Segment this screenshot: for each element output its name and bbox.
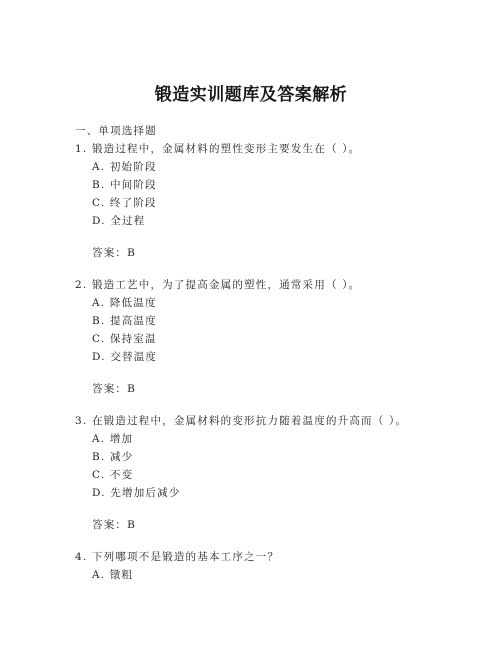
question-3-stem: 3. 在锻造过程中，金属材料的变形抗力随着温度的升高而（ ）。 [75, 415, 408, 427]
question-3-option-d: D. 先增加后减少 [92, 487, 181, 499]
question-1-answer: 答案：B [92, 247, 137, 259]
question-2-option-c: C. 保持室温 [92, 333, 157, 345]
question-1-option-b: B. 中间阶段 [92, 179, 157, 191]
section-heading: 一、单项选择题 [75, 125, 157, 137]
question-1-option-d: D. 全过程 [92, 215, 146, 227]
question-4-option-a: A. 镦粗 [92, 569, 134, 581]
question-2-option-d: D. 交替温度 [92, 351, 158, 363]
question-2-stem: 2. 锻造工艺中，为了提高金属的塑性，通常采用（ ）。 [75, 279, 361, 291]
question-3-option-b: B. 减少 [92, 451, 134, 463]
question-1-option-a: A. 初始阶段 [92, 161, 157, 173]
question-1-stem: 1. 锻造过程中，金属材料的塑性变形主要发生在（ ）。 [75, 143, 361, 155]
question-4-stem: 4. 下列哪项不是锻造的基本工序之一？ [75, 551, 280, 563]
question-3-answer: 答案：B [92, 519, 137, 531]
question-3-option-c: C. 不变 [92, 469, 134, 481]
question-2-option-b: B. 提高温度 [92, 315, 157, 327]
question-3-option-a: A. 增加 [92, 433, 134, 445]
question-2-option-a: A. 降低温度 [92, 297, 157, 309]
question-2-answer: 答案：B [92, 383, 137, 395]
document-title: 锻造实训题库及答案解析 [154, 85, 348, 105]
question-1-option-c: C. 终了阶段 [92, 197, 157, 209]
